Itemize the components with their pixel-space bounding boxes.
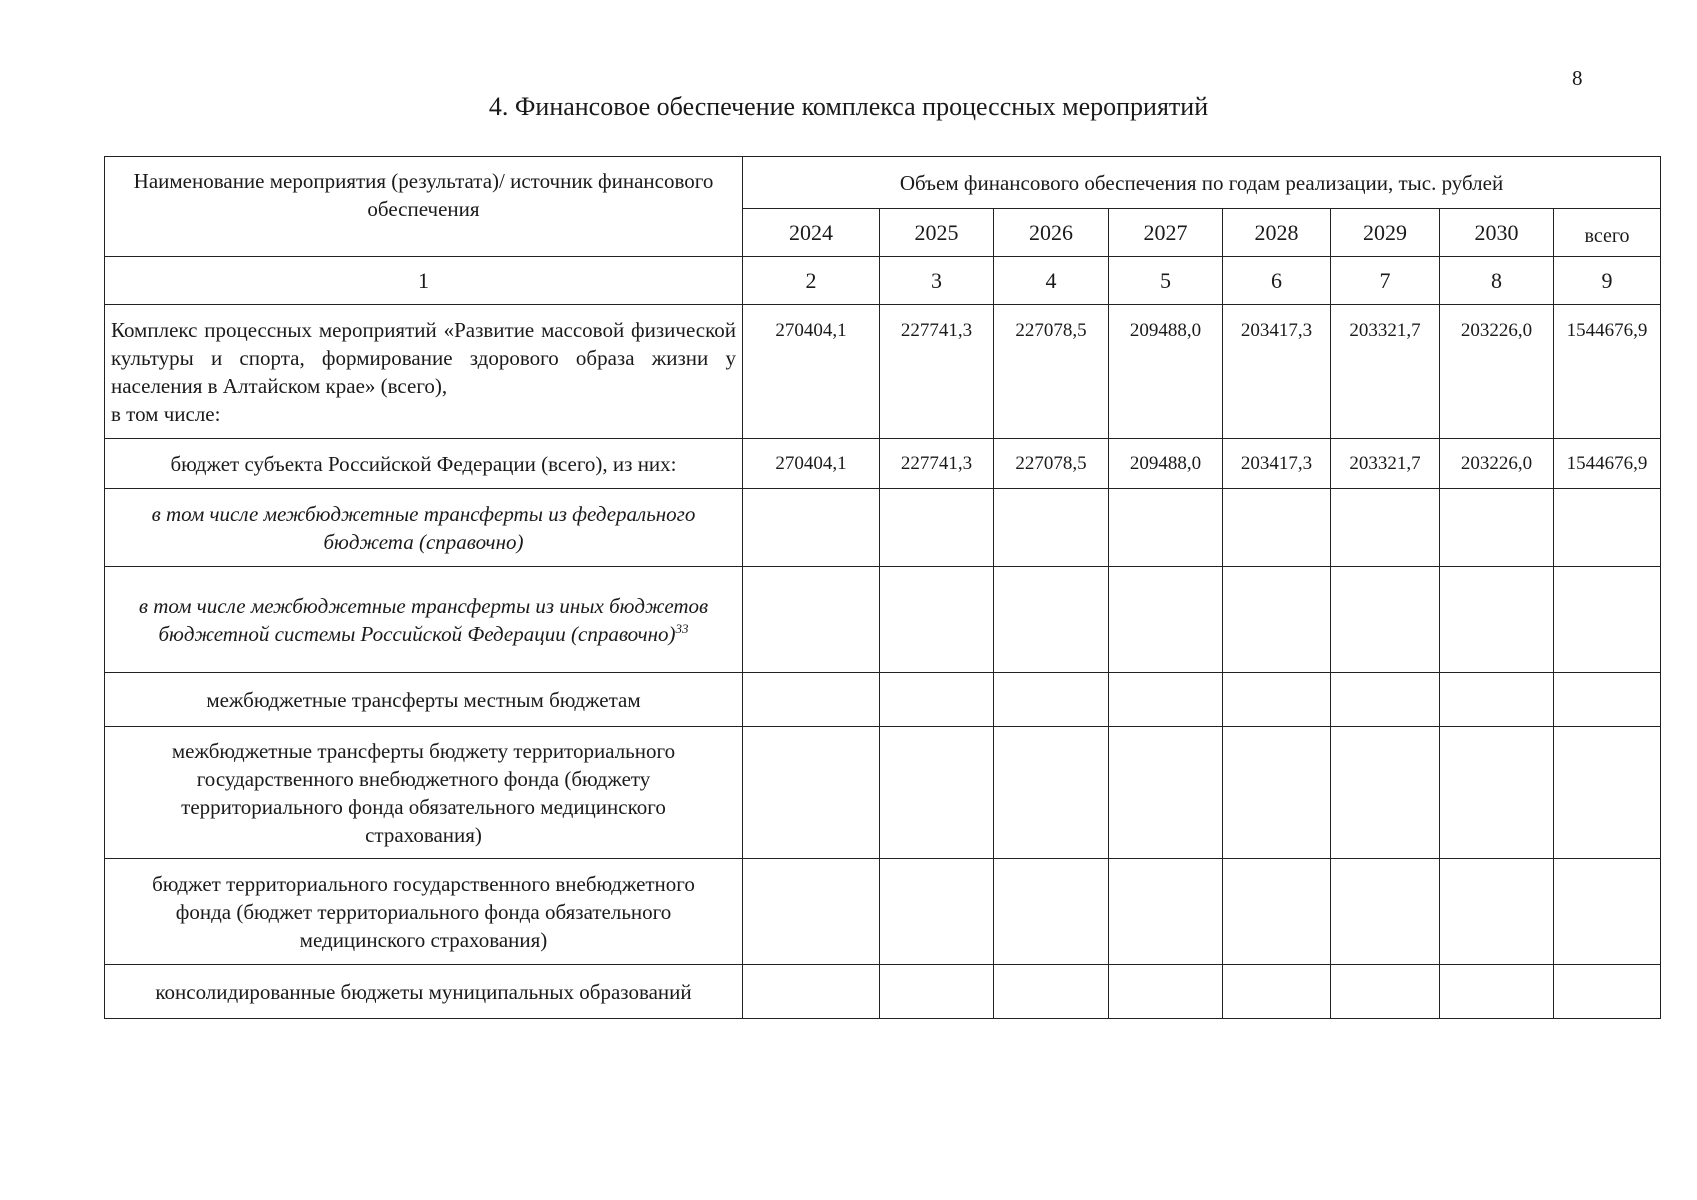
table-row bbox=[105, 489, 1661, 567]
document-title: 4. Финансовое обеспечение комплекса процессных мероприятий bbox=[488, 92, 1209, 121]
year-header: 2026 bbox=[994, 209, 1109, 257]
value-cell bbox=[1554, 673, 1661, 727]
value-cell bbox=[1331, 489, 1440, 567]
row-name: бюджет территориального государственного внебюджетного фонда (бюджет территориального фонда обязательного медицинского страхования) bbox=[105, 859, 743, 965]
value-cell bbox=[880, 567, 994, 673]
value-cell bbox=[1109, 489, 1223, 567]
row-name bbox=[105, 567, 743, 673]
value-cell bbox=[1109, 673, 1223, 727]
value-cell bbox=[1440, 567, 1554, 673]
table-row bbox=[105, 965, 1661, 1019]
value-cell bbox=[1109, 965, 1223, 1019]
table-row bbox=[105, 567, 1661, 673]
value-cell bbox=[1223, 673, 1331, 727]
row-name-continuation: в том числе: bbox=[111, 401, 221, 426]
value-cell: 203226,0 bbox=[1440, 439, 1554, 489]
value-cell bbox=[1554, 727, 1661, 859]
value-cell bbox=[1331, 859, 1440, 965]
value-cell: 203226,0 bbox=[1440, 305, 1554, 439]
footnote-marker: 33 bbox=[675, 620, 689, 636]
row-name bbox=[105, 305, 743, 439]
value-cell: 1544676,9 bbox=[1554, 305, 1661, 439]
value-cell bbox=[1331, 727, 1440, 859]
value-cell bbox=[743, 567, 880, 673]
value-cell bbox=[1440, 673, 1554, 727]
row-name: консолидированные бюджеты муниципальных образований bbox=[105, 965, 743, 1019]
value-cell bbox=[880, 965, 994, 1019]
year-header: 2028 bbox=[1223, 209, 1331, 257]
value-cell: 203321,7 bbox=[1331, 305, 1440, 439]
value-cell bbox=[1440, 727, 1554, 859]
value-cell bbox=[994, 673, 1109, 727]
value-cell bbox=[1331, 673, 1440, 727]
row-name: в том числе межбюджетные трансферты из федерального бюджета (справочно) bbox=[105, 489, 743, 567]
table-row bbox=[105, 673, 1661, 727]
value-cell bbox=[994, 727, 1109, 859]
column-number: 5 bbox=[1109, 257, 1223, 305]
value-cell: 209488,0 bbox=[1109, 439, 1223, 489]
value-cell bbox=[743, 859, 880, 965]
value-cell bbox=[1109, 859, 1223, 965]
value-cell bbox=[743, 673, 880, 727]
year-header: 2024 bbox=[743, 209, 880, 257]
row-name-text: в том числе межбюджетные трансферты из иных бюджетов бюджетной системы Российской Федерации (справочно) bbox=[138, 593, 709, 646]
column-number: 9 bbox=[1554, 257, 1661, 305]
value-cell bbox=[880, 673, 994, 727]
value-cell bbox=[1440, 489, 1554, 567]
value-cell bbox=[1554, 567, 1661, 673]
value-cell bbox=[1109, 727, 1223, 859]
value-cell: 209488,0 bbox=[1109, 305, 1223, 439]
value-cell bbox=[1440, 965, 1554, 1019]
value-cell: 270404,1 bbox=[743, 439, 880, 489]
value-cell bbox=[743, 965, 880, 1019]
value-cell bbox=[1223, 489, 1331, 567]
column-numbers-row bbox=[105, 257, 1661, 305]
value-cell: 203321,7 bbox=[1331, 439, 1440, 489]
year-header: 2027 bbox=[1109, 209, 1223, 257]
value-cell bbox=[743, 489, 880, 567]
page-number: 8 bbox=[1572, 66, 1583, 90]
table-row bbox=[105, 305, 1661, 439]
column-number: 6 bbox=[1223, 257, 1331, 305]
value-cell bbox=[994, 489, 1109, 567]
value-cell bbox=[1554, 489, 1661, 567]
column-number: 2 bbox=[743, 257, 880, 305]
column-number: 3 bbox=[880, 257, 994, 305]
row-name: бюджет субъекта Российской Федерации (всего), из них: bbox=[105, 439, 743, 489]
value-cell bbox=[994, 965, 1109, 1019]
column-number: 1 bbox=[105, 257, 743, 305]
value-cell bbox=[1331, 567, 1440, 673]
value-cell bbox=[880, 489, 994, 567]
value-cell: 1544676,9 bbox=[1554, 439, 1661, 489]
value-cell bbox=[994, 567, 1109, 673]
value-cell bbox=[1223, 859, 1331, 965]
header-name-cell: Наименование мероприятия (результата)/ источник финансового обеспечения bbox=[105, 157, 743, 257]
value-cell bbox=[1223, 965, 1331, 1019]
value-cell bbox=[880, 727, 994, 859]
table-row bbox=[105, 859, 1661, 965]
column-number: 8 bbox=[1440, 257, 1554, 305]
value-cell bbox=[1554, 859, 1661, 965]
year-header: 2029 bbox=[1331, 209, 1440, 257]
row-name-text: Комплекс процессных мероприятий «Развитие массовой физической культуры и спорта, формирование здорового образа жизни у населения в Алтайском крае» (всего), bbox=[111, 317, 736, 398]
value-cell bbox=[1331, 965, 1440, 1019]
value-cell: 227741,3 bbox=[880, 305, 994, 439]
table-row bbox=[105, 439, 1661, 489]
year-header: 2025 bbox=[880, 209, 994, 257]
row-name: межбюджетные трансферты местным бюджетам bbox=[105, 673, 743, 727]
header-row bbox=[105, 157, 1661, 209]
total-header: всего bbox=[1554, 209, 1661, 257]
value-cell bbox=[743, 727, 880, 859]
financing-table bbox=[104, 156, 1661, 1019]
year-header: 2030 bbox=[1440, 209, 1554, 257]
header-volume-cell: Объем финансового обеспечения по годам реализации, тыс. рублей bbox=[743, 157, 1661, 209]
value-cell: 227078,5 bbox=[994, 439, 1109, 489]
value-cell: 227078,5 bbox=[994, 305, 1109, 439]
column-number: 4 bbox=[994, 257, 1109, 305]
value-cell: 270404,1 bbox=[743, 305, 880, 439]
value-cell bbox=[1223, 567, 1331, 673]
row-name: межбюджетные трансферты бюджету территориального государственного внебюджетного фонда (бюджету территориального фонда обязательного медицинского страхования) bbox=[105, 727, 743, 859]
value-cell bbox=[880, 859, 994, 965]
value-cell: 203417,3 bbox=[1223, 305, 1331, 439]
value-cell: 227741,3 bbox=[880, 439, 994, 489]
value-cell: 203417,3 bbox=[1223, 439, 1331, 489]
value-cell bbox=[1440, 859, 1554, 965]
value-cell bbox=[1223, 727, 1331, 859]
value-cell bbox=[1554, 965, 1661, 1019]
value-cell bbox=[994, 859, 1109, 965]
column-number: 7 bbox=[1331, 257, 1440, 305]
table-row bbox=[105, 727, 1661, 859]
value-cell bbox=[1109, 567, 1223, 673]
